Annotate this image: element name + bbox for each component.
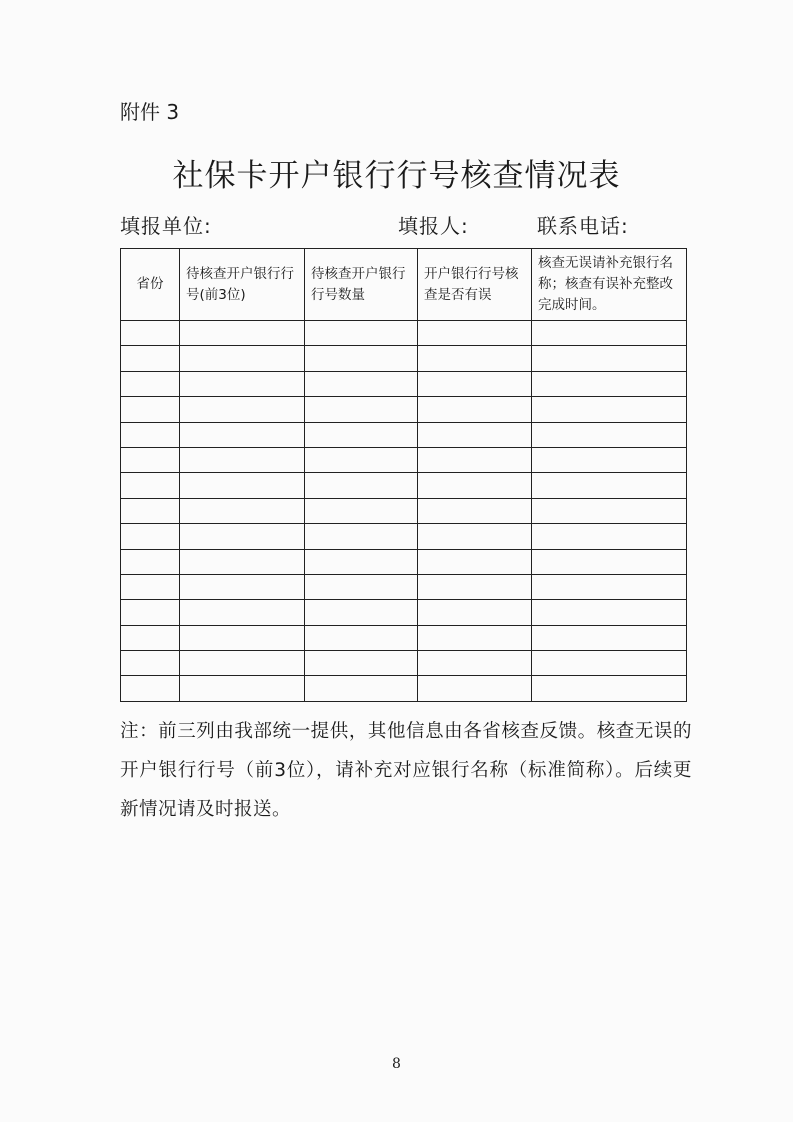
- table-cell[interactable]: [305, 600, 418, 625]
- table-cell[interactable]: [305, 397, 418, 422]
- header-province: 省份: [121, 249, 180, 321]
- header-code-error: 开户银行行号核查是否有误: [418, 249, 532, 321]
- table-cell[interactable]: [180, 625, 305, 650]
- table-cell[interactable]: [121, 371, 180, 396]
- table-cell[interactable]: [532, 676, 687, 702]
- fill-unit-label: 填报单位:: [120, 214, 212, 238]
- table-row: [121, 346, 687, 371]
- table-cell[interactable]: [418, 524, 532, 549]
- table-row: [121, 371, 687, 396]
- table-cell[interactable]: [121, 422, 180, 447]
- fill-phone-label: 联系电话:: [537, 214, 629, 238]
- table-cell[interactable]: [121, 498, 180, 523]
- table-cell[interactable]: [305, 524, 418, 549]
- table-cell[interactable]: [305, 676, 418, 702]
- table-cell[interactable]: [180, 473, 305, 498]
- table-cell[interactable]: [121, 397, 180, 422]
- table-cell[interactable]: [305, 498, 418, 523]
- table-cell[interactable]: [532, 371, 687, 396]
- header-bank-code-count: 待核查开户银行行号数量: [305, 249, 418, 321]
- table-cell[interactable]: [418, 498, 532, 523]
- table-cell[interactable]: [418, 625, 532, 650]
- table-cell[interactable]: [180, 321, 305, 346]
- table-cell[interactable]: [532, 524, 687, 549]
- table-cell[interactable]: [305, 447, 418, 472]
- table-row: [121, 422, 687, 447]
- table-row: [121, 397, 687, 422]
- table-cell[interactable]: [532, 549, 687, 574]
- table-cell[interactable]: [180, 447, 305, 472]
- table-cell[interactable]: [305, 651, 418, 676]
- table-row: [121, 651, 687, 676]
- table-cell[interactable]: [532, 321, 687, 346]
- table-cell[interactable]: [180, 600, 305, 625]
- table-cell[interactable]: [418, 346, 532, 371]
- header-supplement: 核查无误请补充银行名称；核查有误补充整改完成时间。: [532, 249, 687, 321]
- table-cell[interactable]: [532, 473, 687, 498]
- table-cell[interactable]: [180, 676, 305, 702]
- table-cell[interactable]: [305, 321, 418, 346]
- table-cell[interactable]: [532, 600, 687, 625]
- table-row: [121, 625, 687, 650]
- table-cell[interactable]: [305, 625, 418, 650]
- table-row: [121, 524, 687, 549]
- table-cell[interactable]: [418, 549, 532, 574]
- table-cell[interactable]: [305, 473, 418, 498]
- table-row: [121, 473, 687, 498]
- page-number: 8: [392, 1056, 401, 1072]
- table-cell[interactable]: [418, 447, 532, 472]
- note-text: 注：前三列由我部统一提供，其他信息由各省核查反馈。核查无误的开户银行行号（前3位），请补充对应银行名称（标准简称）。后续更新情况请及时报送。: [120, 721, 692, 820]
- table-row: [121, 498, 687, 523]
- table-cell[interactable]: [418, 321, 532, 346]
- table-cell[interactable]: [180, 346, 305, 371]
- table-cell[interactable]: [532, 346, 687, 371]
- header-bank-code: 待核查开户银行行号(前3位): [180, 249, 305, 321]
- table-cell[interactable]: [532, 498, 687, 523]
- table-cell[interactable]: [121, 524, 180, 549]
- table-cell[interactable]: [305, 549, 418, 574]
- document-title: 社保卡开户银行行号核查情况表: [172, 158, 621, 194]
- table-cell[interactable]: [180, 397, 305, 422]
- table-row: [121, 676, 687, 702]
- table-header-row: [121, 249, 687, 321]
- table-cell[interactable]: [305, 371, 418, 396]
- table-cell[interactable]: [121, 574, 180, 599]
- table-cell[interactable]: [418, 651, 532, 676]
- table-cell[interactable]: [180, 524, 305, 549]
- table-cell[interactable]: [532, 574, 687, 599]
- table-cell[interactable]: [532, 447, 687, 472]
- verification-table: [120, 248, 687, 702]
- fill-person-label: 填报人:: [398, 214, 469, 238]
- table-cell[interactable]: [121, 549, 180, 574]
- table-cell[interactable]: [121, 473, 180, 498]
- table-cell[interactable]: [418, 397, 532, 422]
- table-row: [121, 447, 687, 472]
- table-row: [121, 321, 687, 346]
- table-row: [121, 574, 687, 599]
- table-cell[interactable]: [121, 651, 180, 676]
- table-cell[interactable]: [305, 574, 418, 599]
- table-cell[interactable]: [418, 422, 532, 447]
- table-cell[interactable]: [305, 422, 418, 447]
- table-cell[interactable]: [418, 600, 532, 625]
- table-cell[interactable]: [180, 498, 305, 523]
- table-cell[interactable]: [180, 574, 305, 599]
- table-cell[interactable]: [121, 676, 180, 702]
- table-cell[interactable]: [121, 447, 180, 472]
- table-cell[interactable]: [180, 549, 305, 574]
- table-body: [121, 321, 687, 702]
- table-cell[interactable]: [418, 676, 532, 702]
- table-cell[interactable]: [532, 625, 687, 650]
- attachment-label: 附件 3: [120, 100, 180, 124]
- table-cell[interactable]: [532, 422, 687, 447]
- table-cell[interactable]: [180, 371, 305, 396]
- table-row: [121, 549, 687, 574]
- table-cell[interactable]: [121, 625, 180, 650]
- table-cell[interactable]: [418, 371, 532, 396]
- table-cell[interactable]: [418, 473, 532, 498]
- table-cell[interactable]: [305, 346, 418, 371]
- table-cell[interactable]: [418, 574, 532, 599]
- table-cell[interactable]: [532, 397, 687, 422]
- table-row: [121, 600, 687, 625]
- table-cell[interactable]: [180, 422, 305, 447]
- table-cell[interactable]: [121, 321, 180, 346]
- table-cell[interactable]: [180, 651, 305, 676]
- table-cell[interactable]: [121, 346, 180, 371]
- table-cell[interactable]: [121, 600, 180, 625]
- table-cell[interactable]: [532, 651, 687, 676]
